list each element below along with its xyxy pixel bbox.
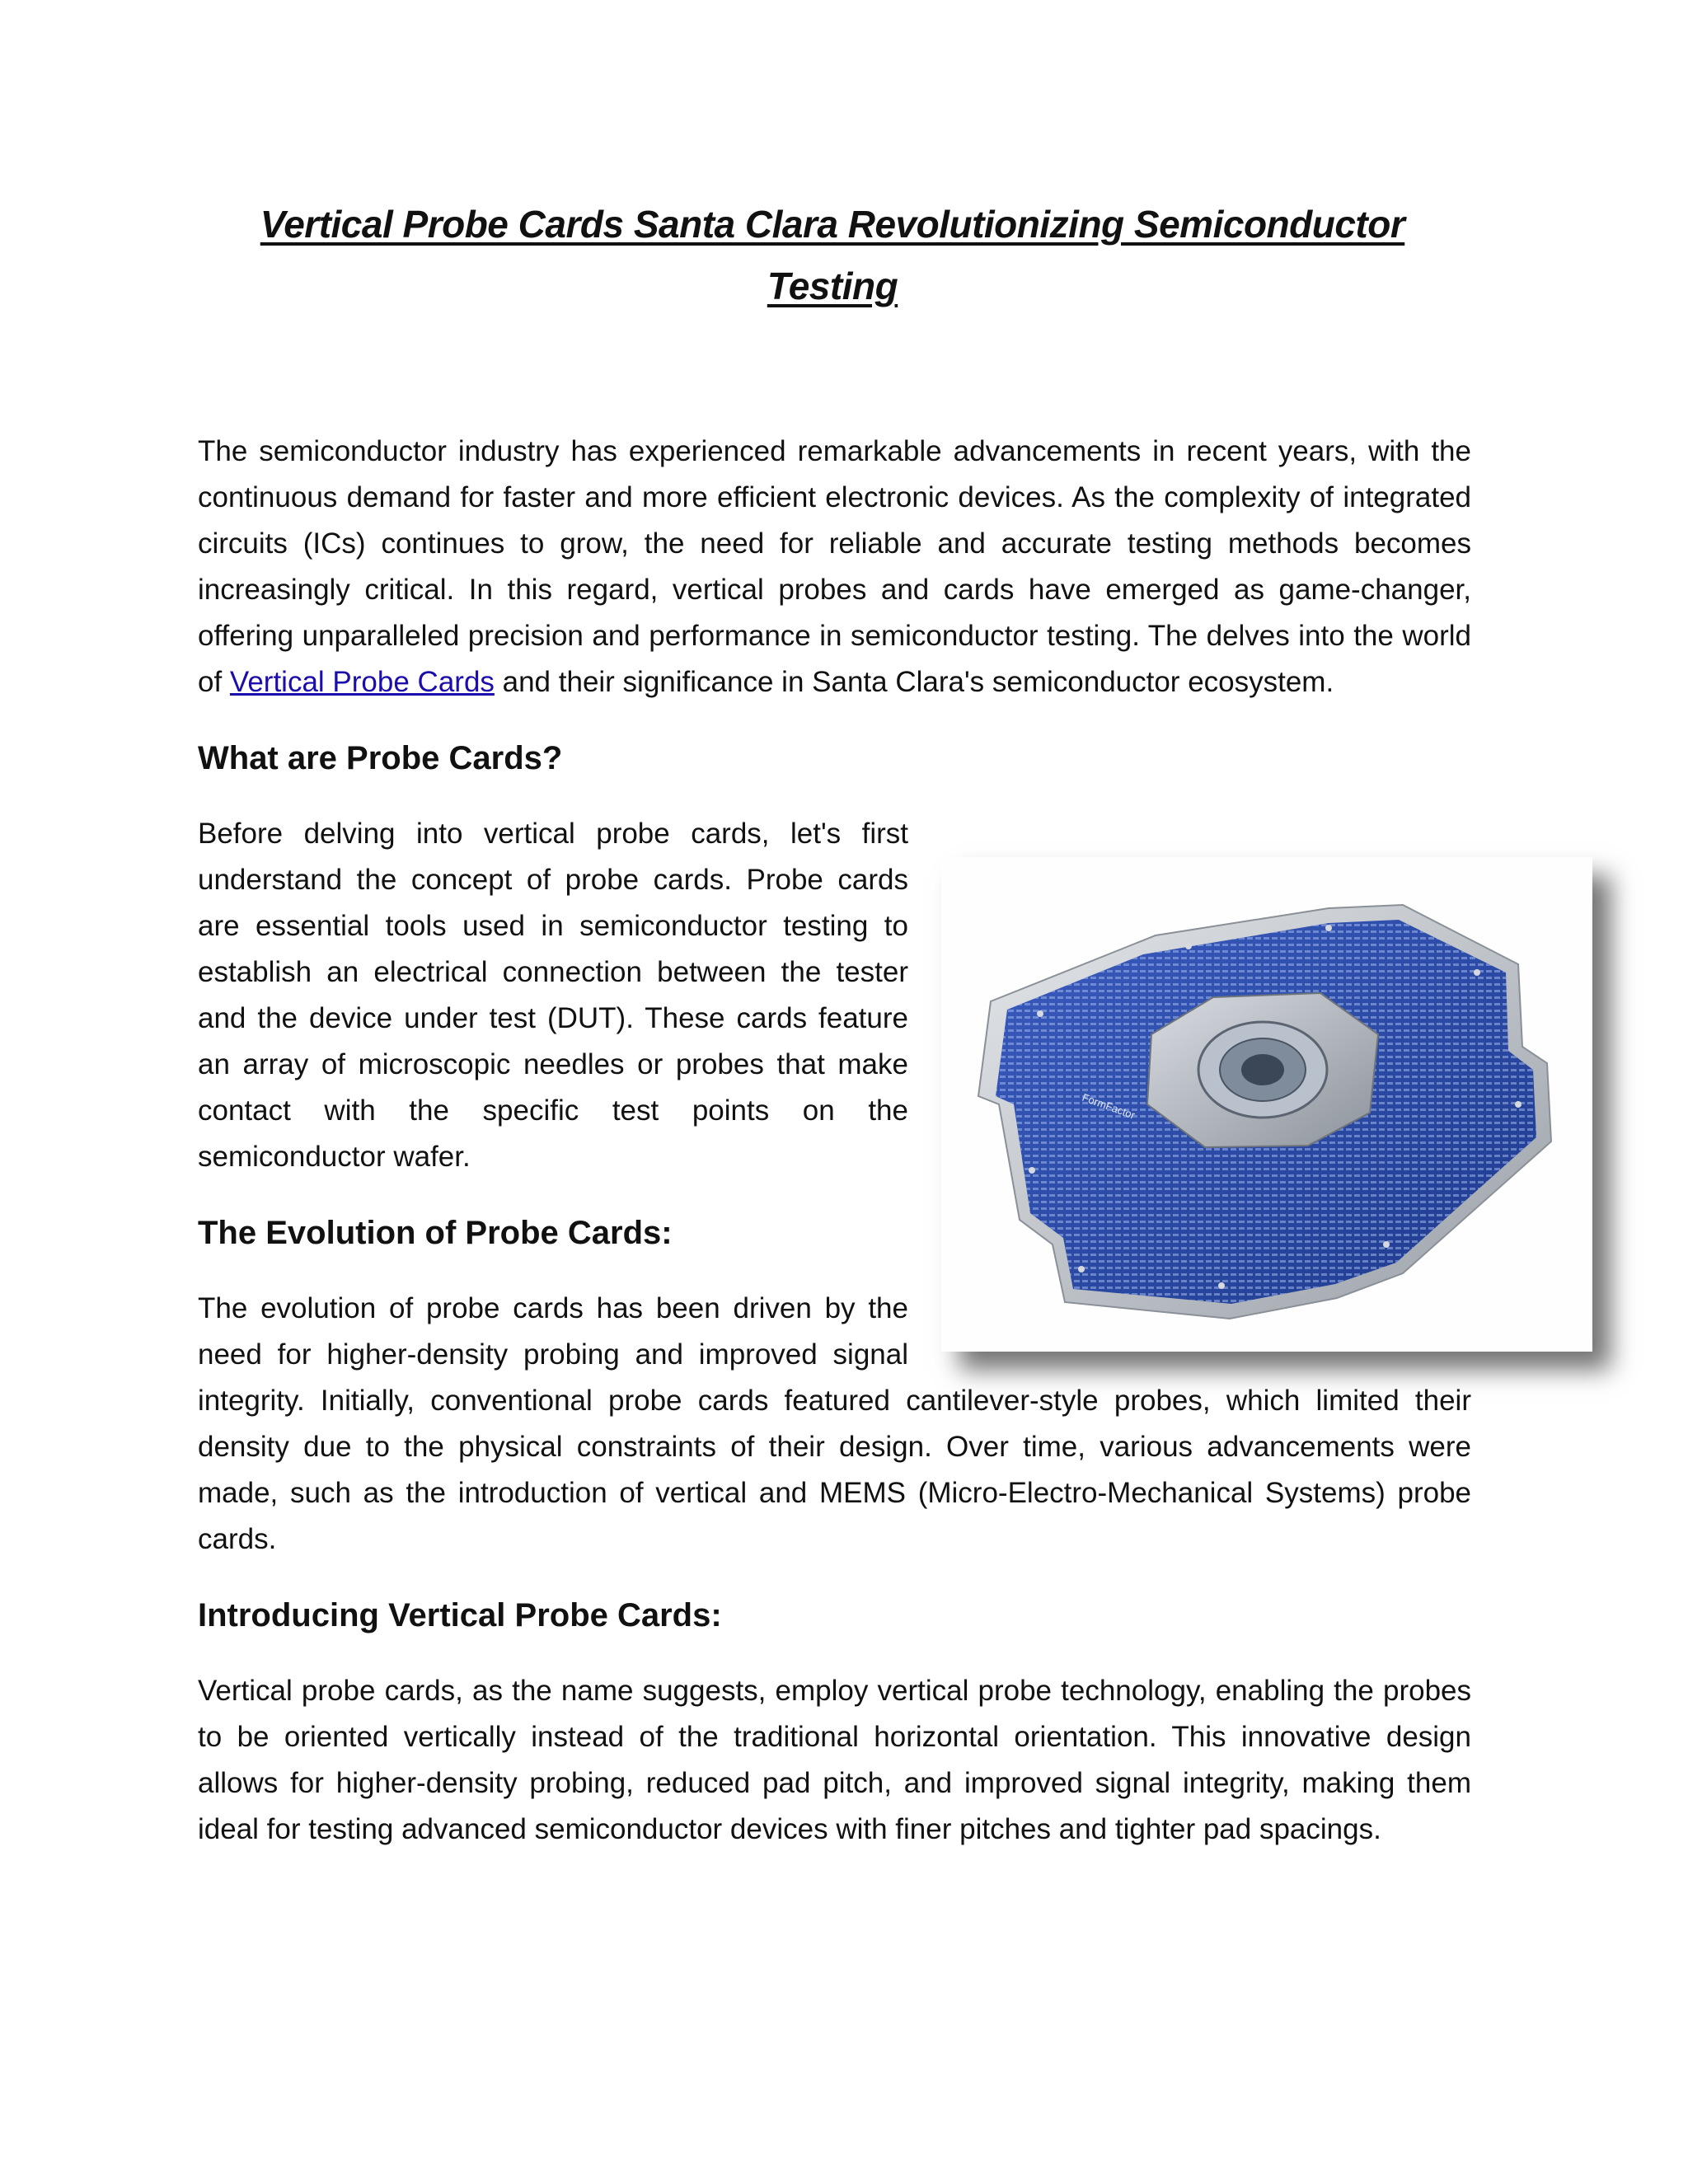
heading-what-are-probe-cards: What are Probe Cards? xyxy=(198,740,563,776)
formfactor-logo: FormFactor xyxy=(1080,1090,1137,1122)
document-title: Vertical Probe Cards Santa Clara Revolutionizing Semiconductor Testing xyxy=(260,203,1405,307)
evolution-paragraph: The evolution of probe cards has been driven by the need for higher-density probing and improved signal integrity. Initially, conventional probe cards featured cantilever-style probes, which limited their density due to the physical constraints of their design. Over time, various advancements were made, such as the introduction of vertical and MEMS (Micro-Electro-Mechanical Systems) probe cards. xyxy=(198,1292,1471,1555)
intro-text-after-link: and their significance in Santa Clara's semiconductor ecosystem. xyxy=(494,666,1334,698)
probe-card-image xyxy=(941,857,1592,1352)
intro-paragraph xyxy=(198,429,1471,705)
heading-evolution-of-probe-cards: The Evolution of Probe Cards: xyxy=(198,1215,673,1251)
probe-card-photo-icon xyxy=(941,857,1592,1352)
intro-text-before-link: The semiconductor industry has experienced remarkable advancements in recent years, with the continuous demand for faster and more efficient electronic devices. As the complexity of integrated circuits (ICs) continues to grow, the need for reliable and accurate testing methods becomes increasingly critical. In this regard, vertical probes and cards have emerged as game-changer, offering unparalleled precision and performance in semiconductor testing. The delves into the world of xyxy=(198,435,1471,698)
vertical-probe-cards-link[interactable]: Vertical Probe Cards xyxy=(229,666,495,698)
heading-introducing-vertical-probe-cards: Introducing Vertical Probe Cards: xyxy=(198,1597,722,1633)
what-paragraph: Before delving into vertical probe cards, let's first understand the concept of probe cards. Probe cards are essential tools used in semiconductor testing to establish an electrical connection between the tester and the device under test (DUT). These cards feature an array of microscopic needles or probes that make contact with the specific test points on the semiconductor wafer. xyxy=(198,818,908,1173)
introducing-paragraph: Vertical probe cards, as the name suggests, employ vertical probe technology, enabling the probes to be oriented vertically instead of the traditional horizontal orientation. This innovative design allows for higher-density probing, reduced pad pitch, and improved signal integrity, making them ideal for testing advanced semiconductor devices with finer pitches and tighter pad spacings. xyxy=(198,1675,1471,1845)
document-body xyxy=(198,429,1471,1853)
